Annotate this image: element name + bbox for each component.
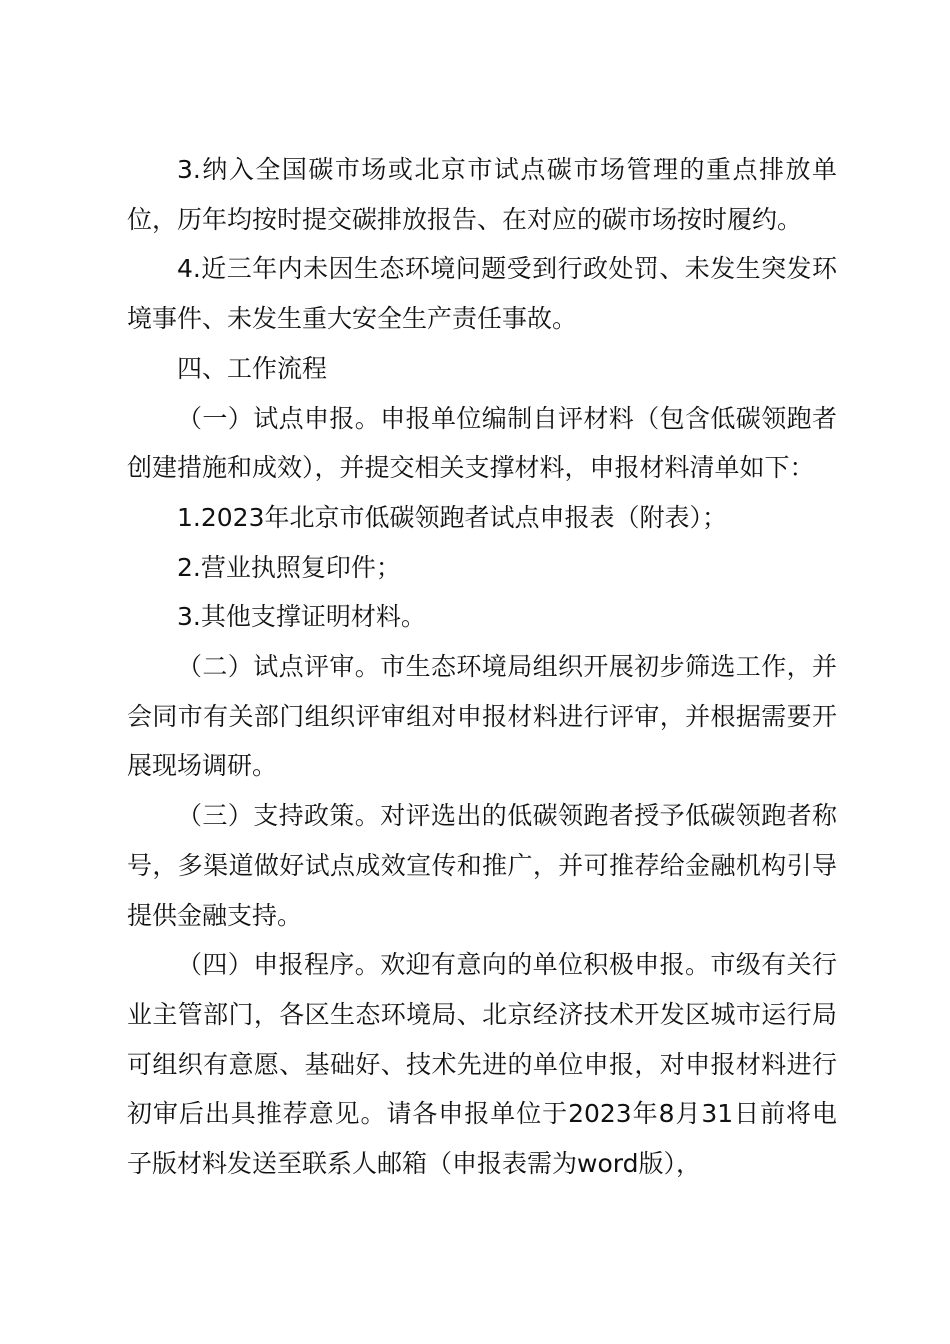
list-item-supporting-materials: 3.其他支撑证明材料。 xyxy=(177,602,426,632)
paragraph-application-procedure: （四）申报程序。欢迎有意向的单位积极申报。市级有关行业主管部门，各区生态环境局、北京经济技术开发区城市运行局可组织有意愿、基础好、技术先进的单位申报，对申报材料进行初审后出具推荐意见。请各申报单位于2023年8月31日前将电子版材料发送至联系人邮箱（申报表需为word版）， xyxy=(127,950,837,1179)
paragraph-support-policy: （三）支持政策。对评选出的低碳领跑者授予低碳领跑者称号，多渠道做好试点成效宣传和推广，并可推荐给金融机构引导提供金融支持。 xyxy=(127,801,837,930)
paragraph-pilot-review: （二）试点评审。市生态环境局组织开展初步筛选工作，并会同市有关部门组织评审组对申报材料进行评审，并根据需要开展现场调研。 xyxy=(127,652,837,781)
document-body xyxy=(127,145,837,1189)
paragraph-pilot-application: （一）试点申报。申报单位编制自评材料（包含低碳领跑者创建措施和成效），并提交相关支撑材料，申报材料清单如下： xyxy=(127,403,837,483)
list-item-application-form: 1.2023年北京市低碳领跑者试点申报表（附表）； xyxy=(177,502,727,532)
paragraph-eligibility-4: 4.近三年内未因生态环境问题受到行政处罚、未发生突发环境事件、未发生重大安全生产责任事故。 xyxy=(127,254,837,334)
section-heading-workflow: 四、工作流程 xyxy=(177,353,328,383)
list-item-business-license: 2.营业执照复印件； xyxy=(177,552,401,582)
paragraph-eligibility-3: 3.纳入全国碳市场或北京市试点碳市场管理的重点排放单位，历年均按时提交碳排放报告、在对应的碳市场按时履约。 xyxy=(127,155,837,234)
